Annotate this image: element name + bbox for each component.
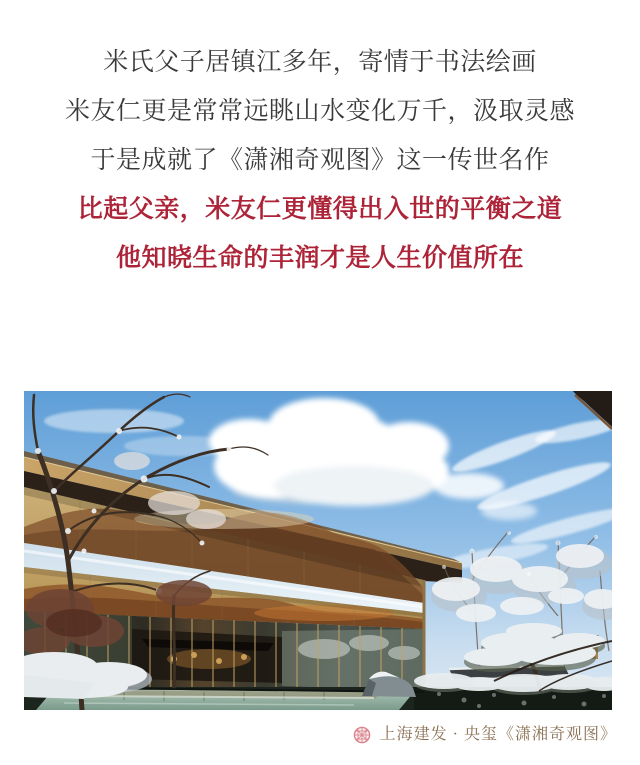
text-line: 米友仁更是常常远眺山水变化万千，汲取灵感 <box>64 98 575 125</box>
caption-text: 上海建发 · 央玺《潇湘奇观图》 <box>379 726 617 743</box>
text-line-emphasis: 比起父亲，米友仁更懂得出入世的平衡之道 <box>77 196 563 223</box>
text-line-emphasis: 他知晓生命的丰润才是人生价值所在 <box>115 245 524 272</box>
seal-flower-icon <box>353 726 371 744</box>
text-line: 米氏父子居镇江多年，寄情于书法绘画 <box>103 49 537 76</box>
building-photo <box>24 391 612 710</box>
photo-illustration <box>24 391 612 710</box>
intro-text-block <box>0 38 640 283</box>
photo-caption <box>353 725 617 745</box>
text-line: 于是成就了《潇湘奇观图》这一传世名作 <box>90 147 550 174</box>
